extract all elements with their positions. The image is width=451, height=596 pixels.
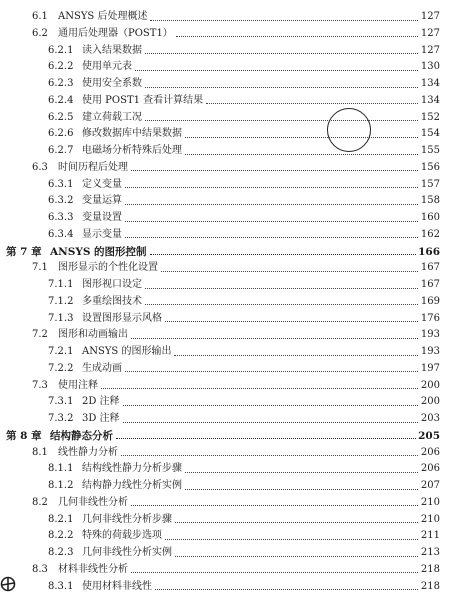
toc-entry-number: 6.2.2 bbox=[48, 61, 74, 73]
toc-entry[interactable] bbox=[48, 293, 440, 311]
toc-entry[interactable] bbox=[32, 326, 440, 344]
dot-leader bbox=[175, 556, 418, 557]
toc-entry-page: 167 bbox=[420, 262, 440, 274]
toc-entry[interactable] bbox=[48, 343, 440, 361]
toc-entry-page: 211 bbox=[420, 530, 440, 542]
dot-leader bbox=[101, 388, 418, 389]
toc-entry-page: 193 bbox=[420, 329, 440, 341]
toc-entry-page: 206 bbox=[420, 463, 440, 475]
toc-entry-page: 127 bbox=[420, 27, 440, 39]
toc-entry-number: 8.2.3 bbox=[48, 547, 74, 558]
toc-entry-page: 205 bbox=[418, 429, 440, 442]
toc-entry-title: 使用 POST1 查看计算结果 bbox=[82, 94, 204, 106]
dot-leader bbox=[121, 455, 418, 456]
toc-entry-number: 7.1 bbox=[32, 262, 48, 274]
toc-entry-page: 200 bbox=[420, 379, 440, 391]
dot-leader bbox=[145, 53, 418, 54]
dot-leader bbox=[125, 237, 418, 238]
toc-entry-title: 读入结果数据 bbox=[82, 44, 142, 56]
dot-leader bbox=[206, 103, 418, 104]
toc-entry[interactable] bbox=[32, 8, 440, 26]
toc-entry-number: 6.2 bbox=[32, 27, 48, 39]
dot-leader bbox=[174, 355, 418, 356]
toc-entry-page: 160 bbox=[420, 212, 440, 223]
toc-entry-page: 152 bbox=[420, 111, 440, 123]
toc-entry-title: 使用单元表 bbox=[82, 61, 132, 73]
toc-entry[interactable] bbox=[48, 109, 440, 127]
toc-entry[interactable] bbox=[32, 494, 440, 512]
toc-entry-page: 206 bbox=[420, 446, 440, 458]
toc-entry-page: 156 bbox=[420, 161, 440, 173]
toc-entry[interactable] bbox=[48, 477, 440, 495]
toc-entry-page: 127 bbox=[420, 11, 440, 22]
toc-entry-title: 使用材料非线性 bbox=[82, 580, 152, 592]
toc-entry[interactable] bbox=[48, 192, 440, 210]
toc-entry[interactable] bbox=[32, 259, 440, 277]
toc-entry[interactable] bbox=[48, 125, 440, 143]
toc-entry[interactable] bbox=[48, 176, 440, 194]
toc-entry-number: 7.2.2 bbox=[48, 362, 74, 374]
toc-entry-number: 6.1 bbox=[32, 11, 48, 22]
toc-entry-number: 7.1.2 bbox=[48, 295, 74, 307]
toc-entry-title: 特殊的荷载步选项 bbox=[82, 530, 162, 542]
toc-entry[interactable] bbox=[32, 25, 440, 43]
toc-entry-number: 7.3.2 bbox=[48, 413, 74, 424]
dot-leader bbox=[185, 137, 418, 138]
toc-entry-title: 使用注释 bbox=[58, 379, 98, 391]
toc-entry-page: 134 bbox=[420, 94, 440, 106]
toc-entry-title: 线性静力分析 bbox=[58, 446, 118, 458]
dot-leader bbox=[145, 120, 418, 121]
dot-leader bbox=[185, 489, 418, 490]
toc-entry-page: 157 bbox=[420, 178, 440, 190]
toc-entry-title: 变量运算 bbox=[82, 195, 122, 207]
toc-entry-page: 200 bbox=[420, 396, 440, 408]
toc-entry-title: ANSYS 的图形输出 bbox=[82, 346, 172, 357]
toc-entry[interactable] bbox=[48, 544, 440, 562]
toc-entry-number: 7.2.1 bbox=[48, 346, 74, 357]
toc-entry[interactable] bbox=[32, 377, 440, 395]
toc-entry-page: 207 bbox=[420, 480, 440, 491]
toc-entry-number: 6.2.1 bbox=[48, 44, 74, 56]
toc-entry-title: 多重绘图技术 bbox=[82, 295, 142, 307]
toc-entry-number: 8.1 bbox=[32, 446, 48, 458]
toc-entry[interactable] bbox=[6, 427, 440, 445]
toc-entry[interactable] bbox=[48, 142, 440, 160]
toc-entry[interactable] bbox=[48, 58, 440, 76]
toc-entry-number: 8.3 bbox=[32, 563, 48, 575]
toc-entry-number: 6.3.2 bbox=[48, 195, 74, 207]
toc-entry-number: 第 7 章 bbox=[6, 245, 42, 258]
corner-stamp-icon bbox=[0, 576, 16, 592]
toc-entry-title: 结构线性静力分析步骤 bbox=[82, 463, 182, 475]
dot-leader bbox=[135, 70, 418, 71]
toc-entry-page: 154 bbox=[420, 128, 440, 140]
toc-entry-title: ANSYS 后处理概述 bbox=[58, 11, 148, 22]
toc-entry-number: 8.2.2 bbox=[48, 530, 74, 542]
dot-leader bbox=[125, 187, 418, 188]
toc-entry-title: 图形视口设定 bbox=[82, 279, 142, 290]
toc-entry[interactable] bbox=[48, 360, 440, 378]
hand-drawn-circle-mark bbox=[327, 108, 371, 152]
dot-leader bbox=[161, 271, 418, 272]
toc-entry-number: 6.2.3 bbox=[48, 78, 74, 89]
toc-entry-page: 203 bbox=[420, 413, 440, 424]
toc-entry-page: 176 bbox=[420, 312, 440, 324]
toc-entry-page: 210 bbox=[420, 513, 440, 525]
toc-entry-title: 通用后处理器（POST1） bbox=[58, 27, 173, 39]
toc-entry-page: 162 bbox=[420, 228, 440, 240]
toc-entry-number: 6.3.3 bbox=[48, 212, 74, 223]
dot-leader bbox=[145, 87, 418, 88]
toc-entry[interactable] bbox=[48, 578, 440, 596]
toc-entry-page: 197 bbox=[420, 362, 440, 374]
toc-entry-title: 电磁场分析特殊后处理 bbox=[82, 145, 182, 156]
toc-entry-title: 时间历程后处理 bbox=[58, 161, 128, 173]
toc-entry-title: 2D 注释 bbox=[82, 396, 120, 408]
toc-entry[interactable] bbox=[48, 310, 440, 328]
toc-entry-title: 结构静力线性分析实例 bbox=[82, 480, 182, 491]
toc-entry-number: 7.3.1 bbox=[48, 396, 74, 408]
toc-entry-title: ANSYS 的图形控制 bbox=[50, 245, 147, 258]
toc-entry-page: 210 bbox=[420, 496, 440, 508]
dot-leader bbox=[116, 438, 416, 439]
toc-entry-title: 设置图形显示风格 bbox=[82, 312, 162, 324]
dot-leader bbox=[150, 20, 418, 21]
toc-entry-page: 166 bbox=[418, 245, 440, 258]
toc-entry-number: 8.2.1 bbox=[48, 513, 74, 525]
dot-leader bbox=[131, 338, 418, 339]
toc-entry-page: 134 bbox=[420, 78, 440, 89]
toc-entry[interactable] bbox=[48, 276, 440, 294]
dot-leader bbox=[185, 472, 418, 473]
toc-entry-title: 建立荷载工况 bbox=[82, 111, 142, 123]
dot-leader bbox=[165, 321, 418, 322]
dot-leader bbox=[176, 36, 418, 37]
toc-entry-number: 6.2.7 bbox=[48, 145, 74, 156]
toc-entry-number: 6.3 bbox=[32, 161, 48, 173]
toc-entry-page: 218 bbox=[420, 580, 440, 592]
toc-entry[interactable] bbox=[32, 444, 440, 462]
toc-entry-number: 6.2.6 bbox=[48, 128, 74, 140]
toc-entry-title: 定义变量 bbox=[82, 178, 122, 190]
toc-entry-title: 生成动画 bbox=[82, 362, 122, 374]
toc-entry-number: 8.1.1 bbox=[48, 463, 74, 475]
toc-entry-page: 158 bbox=[420, 195, 440, 207]
toc-entry-page: 127 bbox=[420, 44, 440, 56]
dot-leader bbox=[185, 154, 418, 155]
toc-entry-page: 167 bbox=[420, 279, 440, 290]
toc-entry-page: 155 bbox=[420, 145, 440, 156]
toc-entry-number: 7.1.1 bbox=[48, 279, 74, 290]
toc-entry-number: 7.2 bbox=[32, 329, 48, 341]
toc-entry[interactable] bbox=[32, 159, 440, 177]
toc-entry-title: 结构静态分析 bbox=[50, 429, 113, 442]
toc-entry-title: 几何非线性分析实例 bbox=[82, 547, 172, 558]
toc-entry-title: 3D 注释 bbox=[82, 413, 120, 424]
dot-leader bbox=[131, 572, 418, 573]
toc-entry-page: 213 bbox=[420, 547, 440, 558]
toc-entry-title: 几何非线性分析步骤 bbox=[82, 513, 172, 525]
toc-entry[interactable] bbox=[48, 410, 440, 428]
toc-entry-title: 使用安全系数 bbox=[82, 78, 142, 89]
toc-entry-title: 图形和动画输出 bbox=[58, 329, 128, 341]
dot-leader bbox=[123, 422, 418, 423]
toc-entry-number: 7.3 bbox=[32, 379, 48, 391]
toc-entry[interactable] bbox=[48, 42, 440, 60]
toc-entry-number: 第 8 章 bbox=[6, 429, 42, 442]
dot-leader bbox=[165, 539, 418, 540]
toc-entry[interactable] bbox=[48, 92, 440, 110]
toc-entry-title: 变量设置 bbox=[82, 212, 122, 223]
dot-leader bbox=[125, 221, 418, 222]
toc-entry-number: 6.2.5 bbox=[48, 111, 74, 123]
toc-entry-title: 修改数据库中结果数据 bbox=[82, 128, 182, 140]
toc-entry-number: 6.3.1 bbox=[48, 178, 74, 190]
toc-entry[interactable] bbox=[48, 511, 440, 529]
toc-entry-title: 显示变量 bbox=[82, 228, 122, 240]
toc-entry-page: 169 bbox=[420, 295, 440, 307]
toc-entry-number: 8.3.1 bbox=[48, 580, 74, 592]
dot-leader bbox=[145, 288, 418, 289]
toc-entry-page: 218 bbox=[420, 563, 440, 575]
toc-entry-page: 130 bbox=[420, 61, 440, 73]
dot-leader bbox=[150, 254, 417, 255]
toc-entry[interactable] bbox=[48, 460, 440, 478]
toc-entry-title: 材料非线性分析 bbox=[58, 563, 128, 575]
toc-entry[interactable] bbox=[48, 226, 440, 244]
toc-entry-title: 几何非线性分析 bbox=[58, 496, 128, 508]
toc-entry[interactable] bbox=[48, 209, 440, 227]
toc-entry-number: 8.2 bbox=[32, 496, 48, 508]
dot-leader bbox=[123, 405, 418, 406]
dot-leader bbox=[125, 204, 418, 205]
toc-entry-number: 6.2.4 bbox=[48, 94, 74, 106]
toc-entry[interactable] bbox=[32, 561, 440, 579]
toc-entry[interactable] bbox=[48, 527, 440, 545]
dot-leader bbox=[131, 505, 418, 506]
toc-entry-number: 7.1.3 bbox=[48, 312, 74, 324]
toc-entry[interactable] bbox=[48, 393, 440, 411]
toc-entry-title: 图形显示的个性化设置 bbox=[58, 262, 158, 274]
toc-entry-number: 8.1.2 bbox=[48, 480, 74, 491]
dot-leader bbox=[131, 170, 418, 171]
dot-leader bbox=[175, 522, 418, 523]
toc-entry-page: 193 bbox=[420, 346, 440, 357]
dot-leader bbox=[125, 371, 418, 372]
toc-entry[interactable] bbox=[6, 243, 440, 261]
toc-entry[interactable] bbox=[48, 75, 440, 93]
toc-entry-number: 6.3.4 bbox=[48, 228, 74, 240]
dot-leader bbox=[145, 304, 418, 305]
dot-leader bbox=[155, 589, 418, 590]
